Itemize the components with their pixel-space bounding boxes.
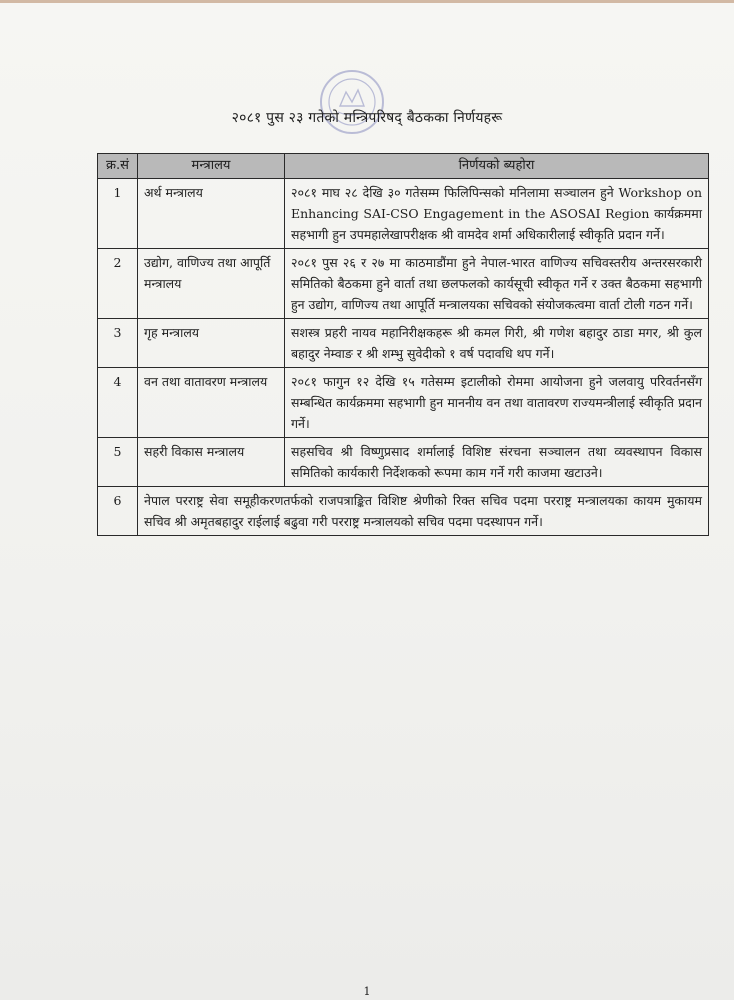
row-decision: २०८१ पुस २६ र २७ मा काठमाडौंमा हुने नेपाल-भारत वाणिज्य सचिवस्तरीय अन्तरसरकारी समितिको बैठकमा हुने वार्ता तथा छलफलको कार्यसूची स्वीकृत गर्ने र उक्त बैठकमा सहभागी हुन उद्योग, वाणिज्य तथा आपूर्ति मन्त्रालयका सचिवको संयोजकत्वमा वार्ता टोली गठन गर्ने। [285,249,709,319]
table-row [98,438,709,487]
row-sn: 1 [98,179,138,249]
page-title: २०८१ पुस २३ गतेको मन्त्रिपरिषद् बैठकका निर्णयहरू [231,110,503,126]
table-row [98,368,709,438]
decisions-table [97,153,709,536]
row-sn: 5 [98,438,138,487]
table-row [98,179,709,249]
row-ministry: सहरी विकास मन्त्रालय [138,438,285,487]
row-decision: सशस्त्र प्रहरी नायव महानिरीक्षकहरू श्री कमल गिरी, श्री गणेश बहादुर ठाडा मगर, श्री कुल बहादुर नेम्वाङ र श्री शम्भु सुवेदीको १ वर्ष पदावधि थप गर्ने। [285,319,709,368]
header-sn: क्र.सं [98,154,138,179]
row-sn: 2 [98,249,138,319]
row-sn: 6 [98,487,138,536]
row-decision: २०८१ माघ २८ देखि ३० गतेसम्म फिलिपिन्सको मनिलामा सञ्चालन हुने Workshop on Enhancing SAI-CSO Engagement in the ASOSAI Region कार्यक्रममा सहभागी हुन उपमहालेखापरीक्षक श्री वामदेव शर्मा अधिकारीलाई स्वीकृति प्रदान गर्ने। [285,179,709,249]
table-row [98,487,709,536]
row-ministry: गृह मन्त्रालय [138,319,285,368]
row-decision: सहसचिव श्री विष्णुप्रसाद शर्मालाई विशिष्ट संरचना सञ्चालन तथा व्यवस्थापन विकास समितिको कार्यकारी निर्देशकको रूपमा काम गर्ने गरी काजमा खटाउने। [285,438,709,487]
row-sn: 3 [98,319,138,368]
table-row [98,249,709,319]
table-row [98,319,709,368]
page-number: 1 [363,985,371,998]
header-decision: निर्णयको ब्यहोरा [285,154,709,179]
row-decision: नेपाल परराष्ट्र सेवा समूहीकरणतर्फको राजपत्राङ्कित विशिष्ट श्रेणीको रिक्त सचिव पदमा परराष्ट्र मन्त्रालयका कायम मुकायम सचिव श्री अमृतबहादुर राईलाई बढुवा गरी परराष्ट्र मन्त्रालयको सचिव पदमा पदस्थापन गर्ने। [138,487,709,536]
row-ministry: उद्योग, वाणिज्य तथा आपूर्ति मन्त्रालय [138,249,285,319]
row-ministry: अर्थ मन्त्रालय [138,179,285,249]
row-ministry: वन तथा वातावरण मन्त्रालय [138,368,285,438]
page-top-edge [0,0,734,3]
row-decision: २०८१ फागुन १२ देखि १५ गतेसम्म इटालीको रोममा आयोजना हुने जलवायु परिवर्तनसँग सम्बन्धित कार्यक्रममा सहभागी हुन माननीय वन तथा वातावरण राज्यमन्त्रीलाई स्वीकृति प्रदान गर्ने। [285,368,709,438]
table-header-row [98,154,709,179]
row-sn: 4 [98,368,138,438]
header-ministry: मन्त्रालय [138,154,285,179]
